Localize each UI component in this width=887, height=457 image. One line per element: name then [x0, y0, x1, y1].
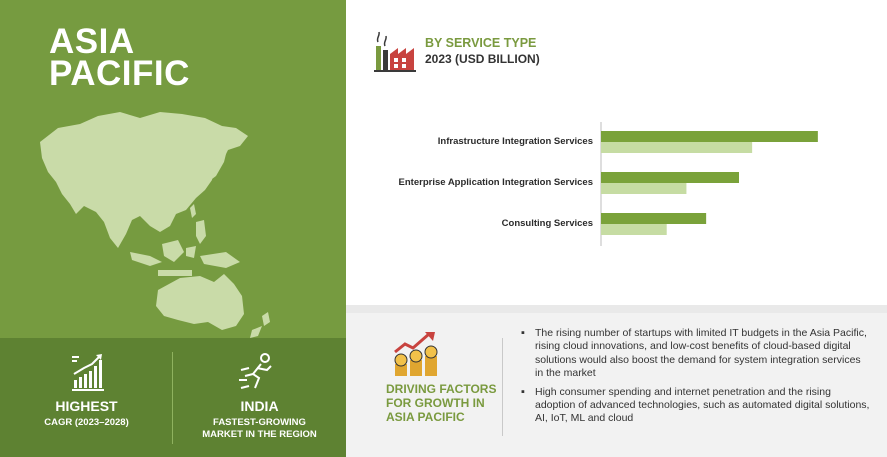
- drivers-list: [521, 327, 871, 431]
- bar-series-1: [601, 131, 818, 142]
- coins-growth-icon: [391, 330, 443, 378]
- category-label: Infrastructure Integration Services: [437, 136, 593, 147]
- bar-series-1: [601, 213, 706, 224]
- stat-subtext: FASTEST-GROWING MARKET IN THE REGION: [202, 417, 317, 440]
- growth-chart-icon: [70, 352, 106, 392]
- bar-series-1: [601, 172, 739, 183]
- stat-headline: INDIA: [240, 398, 279, 414]
- category-label: Consulting Services: [501, 218, 593, 229]
- region-title: ASIA PACIFIC: [49, 22, 190, 93]
- bar-series-2: [601, 183, 686, 194]
- list-item: ▪ The rising number of startups with limited IT budgets in the Asia Pacific, rising cloud innovations, and low-cost benefits of cloud-based digital solutions would also boost the demand for system integration services in the market: [521, 327, 871, 381]
- chart-header: [425, 36, 540, 66]
- chart-subtitle: 2023 (USD BILLION): [425, 52, 540, 66]
- stat-headline: HIGHEST: [55, 398, 118, 414]
- stat-highest-cagr: [0, 338, 173, 457]
- rocket-runner-icon: [235, 350, 279, 394]
- stat-subtext: CAGR (2023–2028): [44, 417, 129, 428]
- drivers-divider: [502, 338, 503, 436]
- list-item: ▪ High consumer spending and internet penetration and the rising adoption of advanced technologies, such as automated digital solutions, AI, IoT, ML and cloud: [521, 386, 871, 426]
- category-label: Enterprise Application Integration Services: [398, 177, 593, 188]
- chart-title: BY SERVICE TYPE: [425, 36, 537, 50]
- driving-factors-heading: DRIVING FACTORS FOR GROWTH IN ASIA PACIFIC: [386, 382, 497, 424]
- region-panel: [0, 0, 346, 457]
- section-separator: [346, 305, 887, 313]
- bar-series-2: [601, 224, 667, 235]
- stat-fastest-market: [173, 338, 346, 457]
- factory-icon: [372, 28, 418, 74]
- stats-strip: [0, 338, 346, 457]
- service-type-bar-chart: [346, 110, 887, 260]
- bar-series-2: [601, 142, 752, 153]
